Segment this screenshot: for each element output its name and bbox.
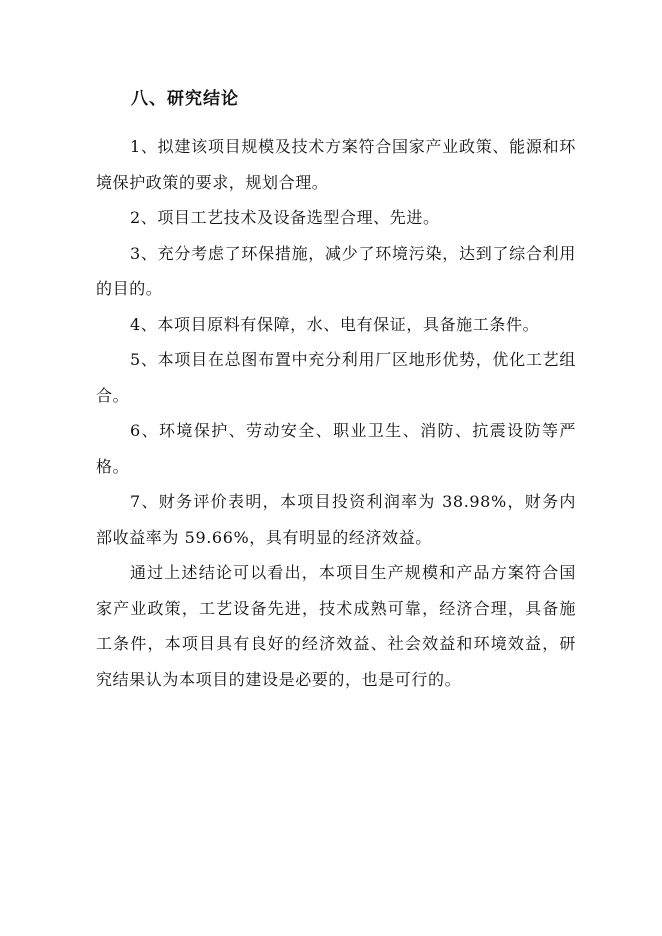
conclusion-item-6: 6、环境保护、劳动安全、职业卫生、消防、抗震设防等严格。 [96, 421, 576, 476]
conclusion-item-5: 5、本项目在总图布置中充分利用厂区地形优势，优化工艺组合。 [96, 350, 576, 405]
conclusion-item-4: 4、本项目原料有保障，水、电有保证，具备施工条件。 [130, 314, 540, 334]
summary-paragraph: 通过上述结论可以看出，本项目生产规模和产品方案符合国家产业政策，工艺设备先进，技术成熟可靠，经济合理，具备施工条件，本项目具有良好的经济效益、社会效益和环境效益，研究结果认为本项目的建设是必要的，也是可行的。 [96, 563, 576, 689]
section-heading: 八、研究结论 [131, 89, 239, 109]
document-body [96, 129, 576, 697]
conclusion-item-1: 1、拟建该项目规模及技术方案符合国家产业政策、能源和环境保护政策的要求，规划合理。 [96, 137, 576, 192]
conclusion-item-3: 3、充分考虑了环保措施，减少了环境污染，达到了综合利用的目的。 [96, 243, 576, 298]
conclusion-item-2: 2、项目工艺技术及设备选型合理、先进。 [130, 208, 440, 227]
conclusion-item-7: 7、财务评价表明，本项目投资利润率为 38.98%，财务内部收益率为 59.66%，具有明显的经济效益。 [96, 492, 576, 547]
